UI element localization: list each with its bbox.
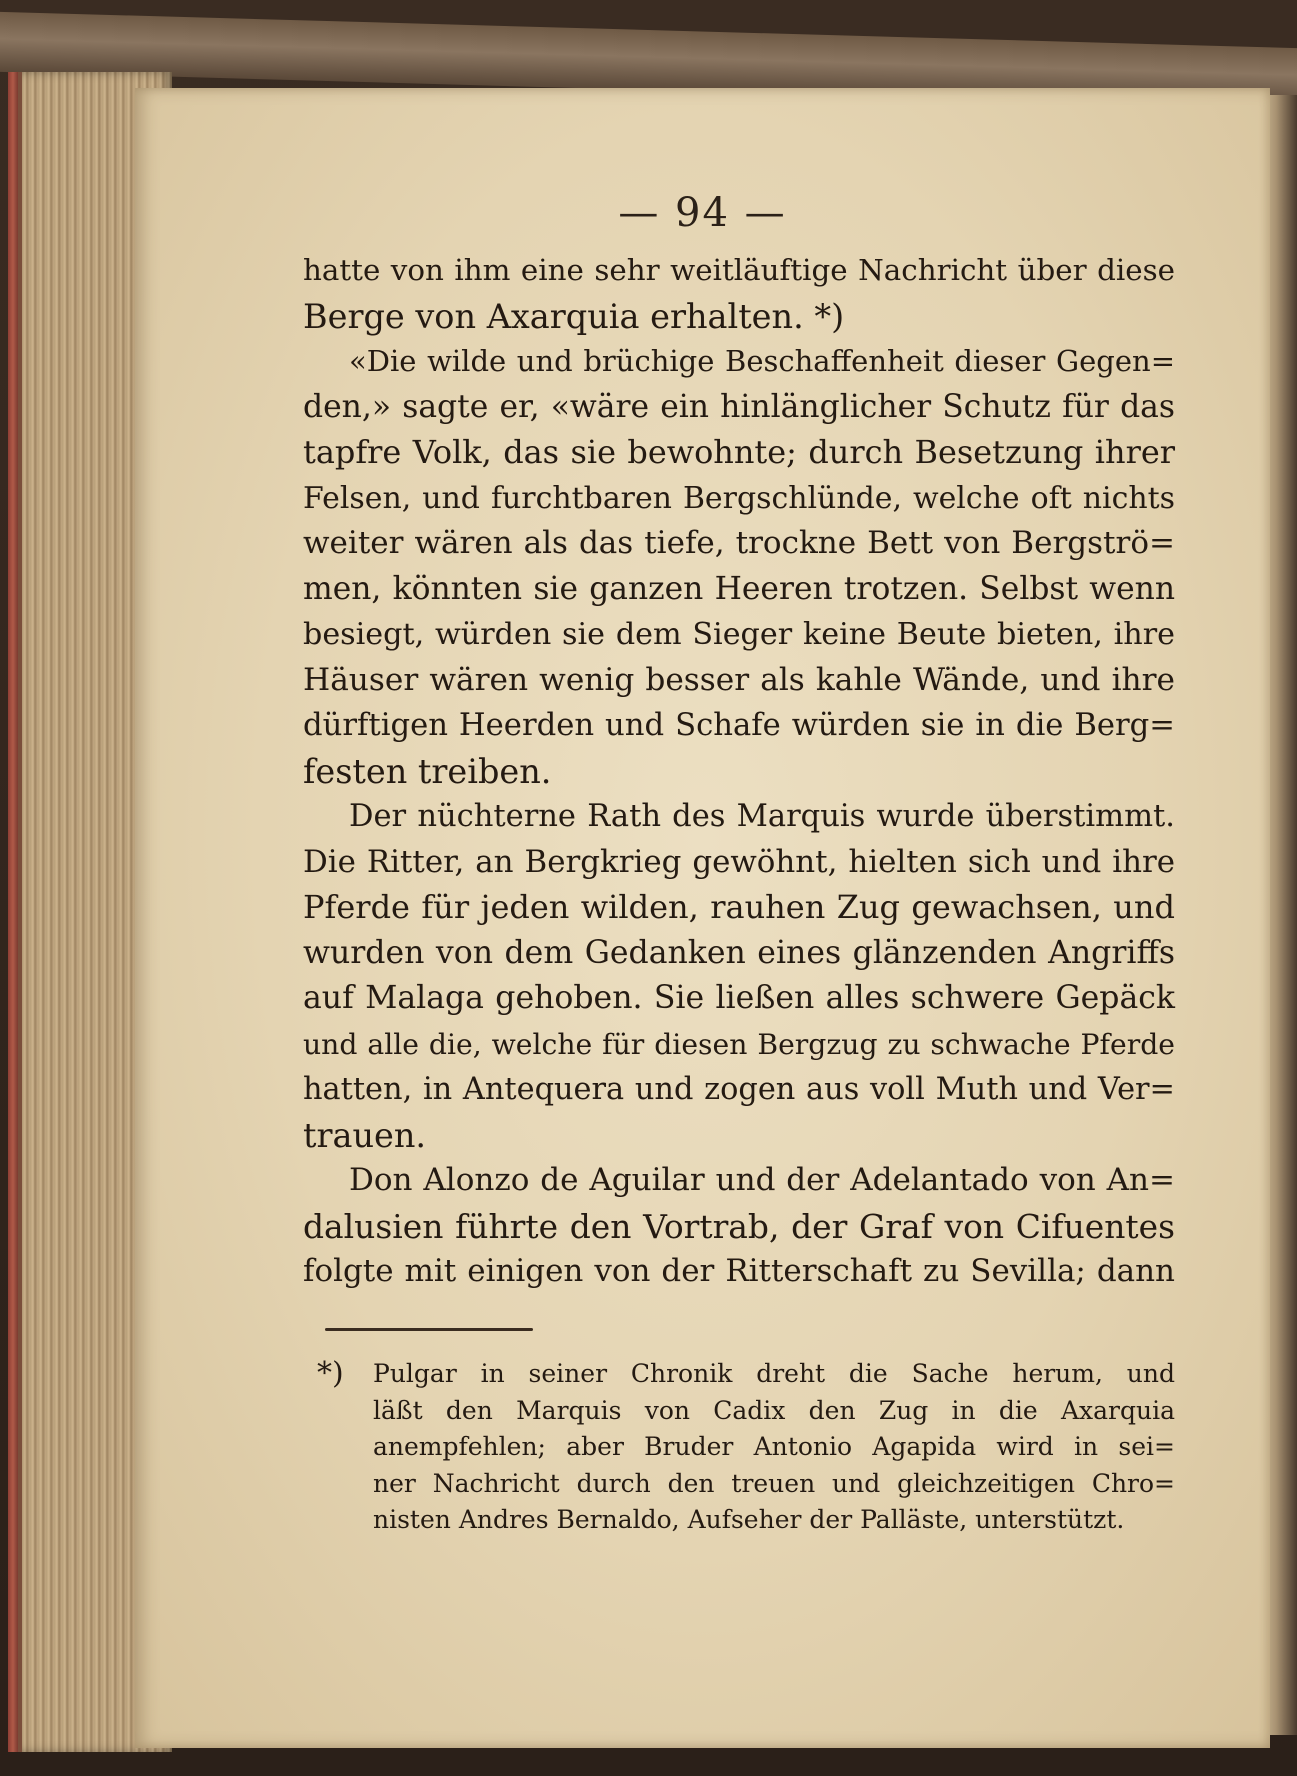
text-line: Don Alonzo de Aguilar und der Adelantado von An= (349, 1162, 1175, 1198)
footnote-line: nisten Andres Bernaldo, Aufseher der Palläste, unterstützt. (373, 1505, 1125, 1534)
text-line: «Die wilde und brüchige Beschaffenheit dieser Gegen= (349, 344, 1175, 378)
footnote-line: läßt den Marquis von Cadix den Zug in die Axarquia (373, 1395, 1175, 1425)
text-line: Der nüchterne Rath des Marquis wurde überstimmt. (349, 799, 1175, 834)
footnote-line: anempfehlen; aber Bruder Antonio Agapida wird in sei= (373, 1432, 1175, 1461)
text-line: Felsen, und furchtbaren Bergschlünde, welche oft nichts (303, 480, 1175, 516)
footnote-line: ner Nachricht durch den treuen und gleichzeitigen Chro= (373, 1468, 1175, 1498)
text-line: wurden von dem Gedanken eines glänzenden Angriffs (303, 934, 1175, 971)
text-line: hatten, in Antequera und zogen aus voll Muth und Ver= (303, 1072, 1175, 1107)
book-page (135, 88, 1270, 1748)
text-line: Berge von Axarquia erhalten. *) (303, 296, 845, 336)
text-line: besiegt, würden sie dem Sieger keine Beute bieten, ihre (303, 617, 1175, 652)
text-line: men, könnten sie ganzen Heeren trotzen. Selbst wenn (303, 570, 1175, 607)
text-line: hatte von ihm eine sehr weitläuftige Nachricht über diese (303, 253, 1175, 287)
text-line: dalusien führte den Vortrab, der Graf von Cifuentes (303, 1206, 1175, 1246)
text-line: den,» sagte er, «wäre ein hinlänglicher Schutz für das (303, 388, 1175, 425)
body-text (303, 248, 1175, 1295)
footnote-mark: *) (317, 1356, 344, 1391)
footnote (317, 1356, 1175, 1539)
text-line: folgte mit einigen von der Ritterschaft zu Sevilla; dann (303, 1253, 1175, 1289)
text-line: Häuser wären wenig besser als kahle Wände, und ihre (303, 661, 1175, 698)
text-line: trauen. (303, 1115, 427, 1155)
footnote-line: Pulgar in seiner Chronik dreht die Sache herum, und (373, 1359, 1175, 1388)
footnote-body (373, 1356, 1175, 1539)
footnote-rule (325, 1328, 533, 1331)
text-line: weiter wären als das tiefe, trockne Bett von Bergströ= (303, 525, 1175, 561)
text-line: Pferde für jeden wilden, rauhen Zug gewachsen, und (303, 888, 1175, 926)
text-line: festen treiben. (303, 751, 552, 791)
text-line: und alle die, welche für diesen Bergzug zu schwache Pferde (303, 1027, 1175, 1061)
page-number: — 94 — (618, 190, 787, 236)
text-line: tapfre Volk, das sie bewohnte; durch Besetzung ihrer (303, 433, 1175, 471)
text-line: Die Ritter, an Bergkrieg gewöhnt, hielten sich und ihre (303, 843, 1175, 880)
text-line: dürftigen Heerden und Schafe würden sie in die Berg= (303, 708, 1175, 743)
text-line: auf Malaga gehoben. Sie ließen alles schwere Gepäck (303, 980, 1175, 1016)
